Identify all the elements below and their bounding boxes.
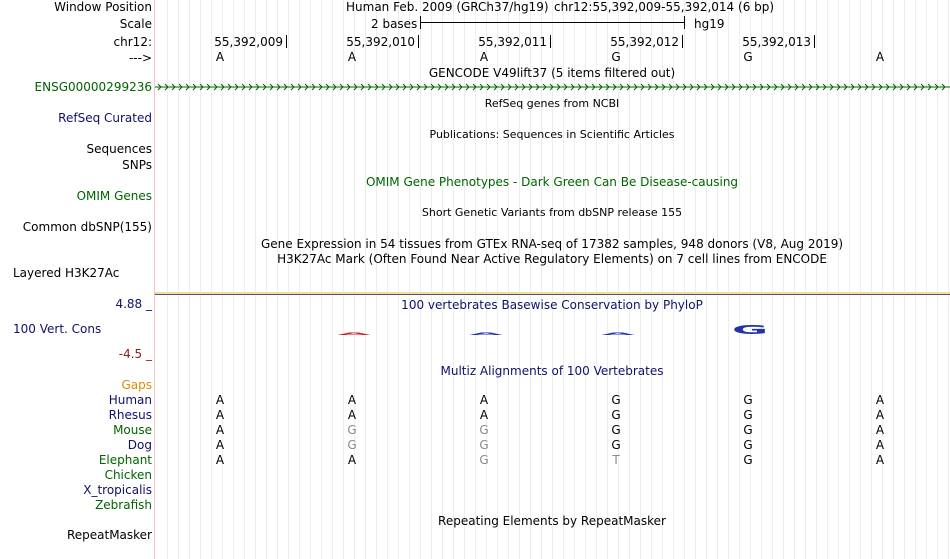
species-label[interactable]: Rhesus — [108, 408, 152, 422]
reference-base: G — [611, 50, 621, 64]
alignment-base: A — [479, 408, 489, 422]
alignment-base: G — [479, 423, 489, 437]
conservation-logo-letter: A — [469, 332, 503, 336]
cons-min-label: -4.5 _ — [118, 347, 152, 361]
scale-bar — [420, 16, 685, 30]
species-label[interactable]: X_tropicalis — [83, 483, 152, 497]
alignment-base: G — [611, 393, 621, 407]
alignment-base: A — [875, 438, 885, 452]
alignment-base: G — [743, 453, 753, 467]
coordinate-tick-label: 55,392,012 — [610, 35, 679, 49]
gtex-track-title: Gene Expression in 54 tissues from GTEx RNA-seq of 17382 samples, 948 donors (V8, Aug 2019) — [260, 237, 844, 251]
species-label[interactable]: Chicken — [104, 468, 152, 482]
alignment-base: G — [743, 393, 753, 407]
assembly-title: Human Feb. 2009 (GRCh37/hg19) — [346, 0, 549, 14]
coordinate-tick-label: 55,392,011 — [478, 35, 547, 49]
alignment-base: A — [347, 393, 357, 407]
coordinate-tick-label: 55,392,013 — [742, 35, 811, 49]
alignment-base: G — [479, 453, 489, 467]
refseq-track-label[interactable]: RefSeq Curated — [58, 111, 152, 125]
strand-label: ---> — [128, 51, 152, 65]
coordinate-tick-label: 55,392,009 — [214, 35, 283, 49]
repeatmasker-track-title: Repeating Elements by RepeatMasker — [438, 514, 666, 528]
species-label[interactable]: Dog — [127, 438, 152, 452]
alignment-base: A — [215, 453, 225, 467]
reference-base: A — [347, 50, 357, 64]
alignment-base: G — [479, 438, 489, 452]
alignment-base: G — [743, 423, 753, 437]
refseq-track-title: RefSeq genes from NCBI — [484, 97, 620, 110]
reference-base: A — [479, 50, 489, 64]
coordinate-tick — [682, 35, 683, 48]
reference-base: G — [743, 50, 753, 64]
scale-db: hg19 — [694, 17, 725, 31]
cons-track-label[interactable]: 100 Vert. Cons — [13, 322, 102, 336]
alignment-base: G — [611, 423, 621, 437]
window-position-label: Window Position — [54, 0, 152, 14]
phylop-track-title: 100 vertebrates Basewise Conservation by PhyloP — [401, 298, 703, 312]
alignment-base: G — [611, 408, 621, 422]
alignment-base: G — [743, 408, 753, 422]
h3k27ac-track-title: H3K27Ac Mark (Often Found Near Active Regulatory Elements) on 7 cell lines from ENCODE — [277, 252, 827, 266]
cons-max-label: 4.88 _ — [115, 297, 152, 311]
conservation-logo-letter: G — [731, 323, 769, 338]
scale-label: Scale — [119, 17, 152, 31]
conservation-logo-letter: A — [337, 332, 371, 336]
coordinate-tick — [286, 35, 287, 48]
alignment-base: G — [611, 438, 621, 452]
h3k27ac-track-label[interactable]: Layered H3K27Ac — [13, 266, 120, 280]
gene-feature[interactable] — [155, 81, 950, 93]
reference-base: A — [875, 50, 885, 64]
alignment-base: A — [215, 393, 225, 407]
alignment-base: A — [875, 408, 885, 422]
alignment-base: A — [875, 453, 885, 467]
coordinate-tick — [550, 35, 551, 48]
coordinate-tick-label: 55,392,010 — [346, 35, 415, 49]
alignment-base: A — [875, 393, 885, 407]
alignment-base: A — [347, 453, 357, 467]
multiz-track-title: Multiz Alignments of 100 Vertebrates — [440, 364, 664, 378]
alignment-base: A — [347, 408, 357, 422]
snps-track-label[interactable]: SNPs — [122, 158, 152, 172]
chrom-label: chr12: — [113, 35, 152, 49]
omim-track-title: OMIM Gene Phenotypes - Dark Green Can Be Disease-causing — [365, 175, 739, 189]
coordinate-tick — [814, 35, 815, 48]
alignment-base: T — [612, 453, 620, 467]
alignment-base: A — [215, 423, 225, 437]
track-label-column — [0, 0, 155, 559]
coordinate-tick — [418, 35, 419, 48]
scale-text: 2 bases — [371, 17, 418, 31]
conservation-logo-letter: A — [601, 332, 635, 336]
gaps-label[interactable]: Gaps — [121, 378, 152, 392]
repeatmasker-track-label[interactable]: RepeatMasker — [66, 528, 152, 542]
sequences-track-label[interactable]: Sequences — [86, 142, 152, 156]
alignment-base: G — [347, 423, 357, 437]
alignment-base: G — [347, 438, 357, 452]
alignment-base: G — [743, 438, 753, 452]
publications-track-title: Publications: Sequences in Scientific Articles — [429, 128, 675, 141]
dbsnp-track-title: Short Genetic Variants from dbSNP release 155 — [421, 206, 683, 219]
species-label[interactable]: Human — [108, 393, 152, 407]
alignment-base: A — [875, 423, 885, 437]
position-readout: chr12:55,392,009-55,392,014 (6 bp) — [554, 0, 775, 14]
omim-track-label[interactable]: OMIM Genes — [76, 189, 152, 203]
gencode-track-title: GENCODE V49lift37 (5 items filtered out) — [428, 66, 676, 80]
alignment-base: A — [215, 438, 225, 452]
alignment-base: A — [215, 408, 225, 422]
alignment-base: A — [479, 393, 489, 407]
reference-base: A — [215, 50, 225, 64]
h3k27ac-baseline — [155, 294, 950, 295]
gene-track-label[interactable]: ENSG00000299236 — [34, 80, 152, 94]
dbsnp-track-label[interactable]: Common dbSNP(155) — [22, 220, 152, 234]
species-label[interactable]: Elephant — [98, 453, 152, 467]
species-label[interactable]: Mouse — [113, 423, 152, 437]
species-label[interactable]: Zebrafish — [95, 498, 152, 512]
